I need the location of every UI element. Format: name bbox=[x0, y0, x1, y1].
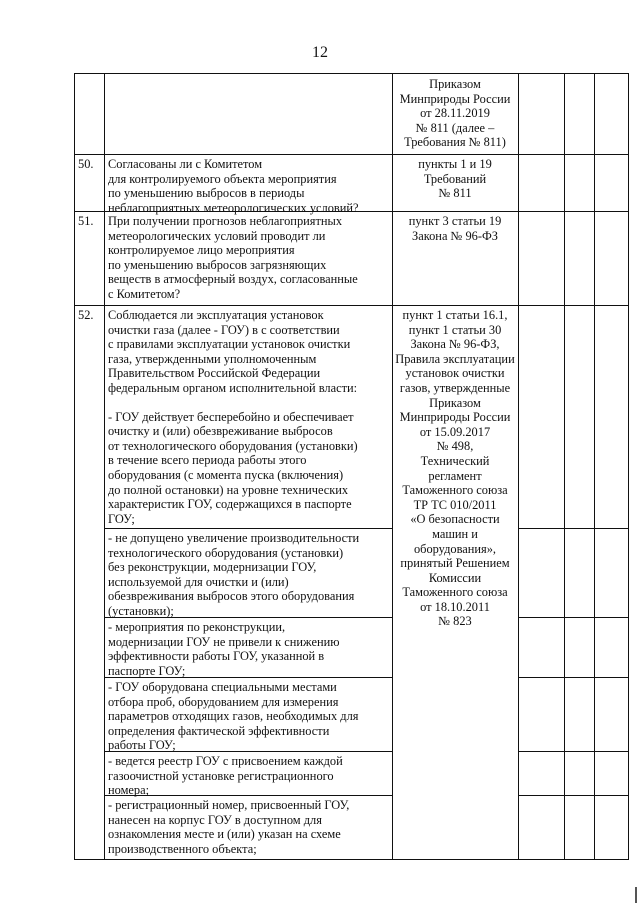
subrequirement-text: - ГОУ оборудована специальными местами отбора проб, оборудованием для измерения параметров отходящих газов, необходимых для определения фактической эффективности работы ГОУ; bbox=[108, 680, 359, 753]
subrow-divider bbox=[518, 751, 629, 752]
requirement-text: При получении прогнозов неблагоприятных метеорологических условий проводит ли контролируемое лицо мероприятия по уменьшению выбросов загрязняющих веществ в атмосферный воздух, согласованные с Комитетом? bbox=[108, 214, 358, 301]
page-number: 12 bbox=[312, 44, 328, 61]
table-border-left bbox=[74, 73, 75, 860]
continuation-ref: Приказом Минприроды России от 28.11.2019 № 811 (далее – Требования № 811) bbox=[399, 77, 511, 150]
subrequirement-text: - мероприятия по реконструкции, модернизации ГОУ не привели к снижению эффективности работы ГОУ, указанной в паспорте ГОУ; bbox=[108, 620, 340, 678]
row-number: 50. bbox=[78, 157, 94, 171]
table-border-right bbox=[628, 73, 629, 860]
subrow-divider bbox=[518, 528, 629, 529]
column-divider bbox=[594, 73, 595, 860]
table-border-bottom bbox=[74, 859, 629, 860]
column-divider bbox=[518, 73, 519, 860]
requirement-text: Согласованы ли с Комитетом для контролируемого объекта мероприятия по уменьшению выбросов в периоды неблагоприятных метеорологических условий? bbox=[108, 157, 359, 215]
row-number: 52. bbox=[78, 308, 94, 322]
subrow-divider bbox=[518, 795, 629, 796]
subrequirement-text: - ведется реестр ГОУ с присвоением каждой газоочистной установке регистрационного номера; bbox=[108, 754, 343, 798]
column-divider bbox=[564, 73, 565, 860]
row-divider bbox=[74, 305, 629, 306]
subrequirement-text: - регистрационный номер, присвоенный ГОУ, нанесен на корпус ГОУ в доступном для ознакомления месте и (или) указан на схеме производственного объекта; bbox=[108, 798, 350, 856]
row-number: 51. bbox=[78, 214, 94, 228]
checklist-table bbox=[74, 73, 629, 860]
legal-reference: пункты 1 и 19 Требований № 811 bbox=[418, 157, 492, 201]
subrequirement-text: - не допущено увеличение производительности технологического оборудования (установки) без реконструкции, модернизации ГОУ, используемой для очистки и (или) обезвреживания выбросов этого оборудования (установки); bbox=[108, 531, 360, 618]
subrow-divider bbox=[104, 528, 392, 529]
row-divider bbox=[74, 154, 629, 155]
scan-edge-mark bbox=[635, 887, 637, 903]
legal-reference: пункт 1 статьи 16.1, пункт 1 статьи 30 Закона № 96-ФЗ, Правила эксплуатации установок очистки газов, утвержденные Приказом Минприроды России от 15.09.2017 № 498, Технический регламент Таможенного союза ТР ТС 010/2011 «О безопасности машин и оборудования», принятый Решением Комиссии Таможенного союза от 18.10.2011 № 823 bbox=[395, 308, 515, 629]
column-divider bbox=[104, 73, 105, 860]
subrow-divider bbox=[518, 617, 629, 618]
table-border-top bbox=[74, 73, 629, 74]
subrow-divider bbox=[518, 677, 629, 678]
requirement-text: Соблюдается ли эксплуатация установок очистки газа (далее - ГОУ) в с соответствии с правилами эксплуатации установок очистки газа, утвержденными уполномоченным Правительством Российской Федерации федеральным органом исполнительной власти: - ГОУ действует бесперебойно и обеспечивает очистку и (или) обезвреживание выбросов от технологического оборудования (установки) в течение всего периода работы этого оборудования (с момента пуска (включения) до полной остановки) на уровне технических характеристик ГОУ, содержащихся в паспорте ГОУ; bbox=[108, 308, 358, 526]
legal-reference: пункт 3 статьи 19 Закона № 96-ФЗ bbox=[408, 214, 502, 243]
